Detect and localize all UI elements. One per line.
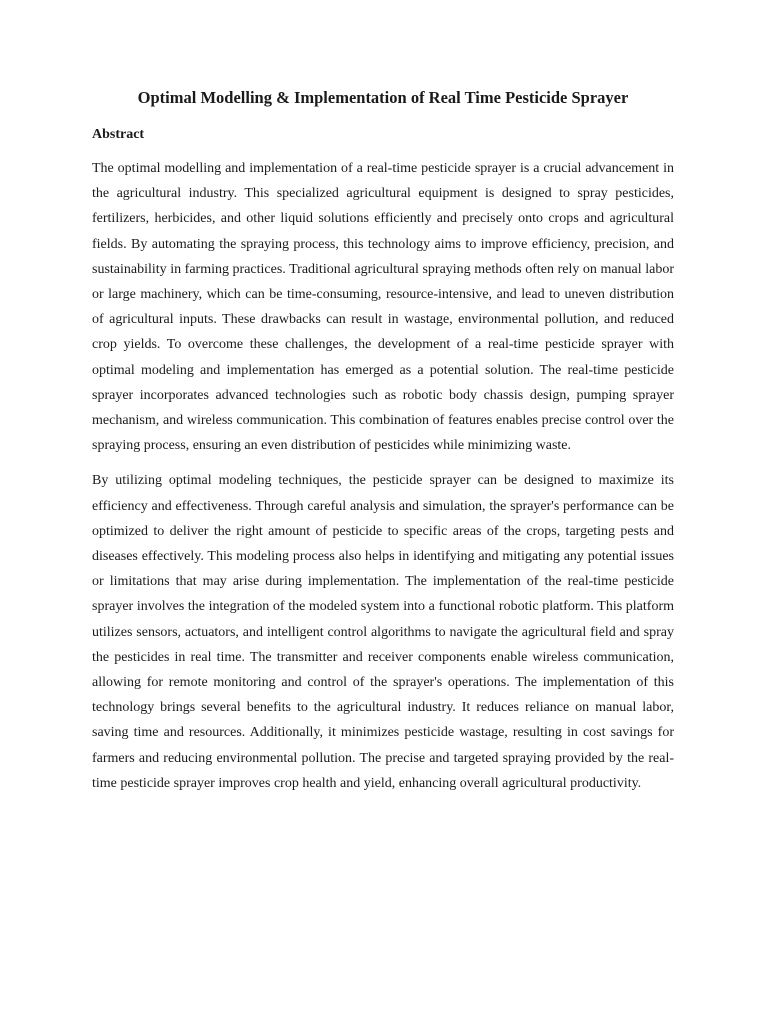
abstract-heading: Abstract <box>92 127 145 142</box>
document-title: Optimal Modelling & Implementation of Real Time Pesticide Sprayer <box>137 88 629 107</box>
abstract-paragraph-1: The optimal modelling and implementation of a real-time pesticide sprayer is a crucial advancement in the agricultural industry. This specialized agricultural equipment is designed to spray pesticides, fertilizers, herbicides, and other liquid solutions efficiently and precisely onto crops and agricultural fields. By automating the spraying process, this technology aims to improve efficiency, precision, and sustainability in farming practices. Traditional agricultural spraying methods often rely on manual labor or large machinery, which can be time-consuming, resource-intensive, and lead to uneven distribution of agricultural inputs. These drawbacks can result in wastage, environmental pollution, and reduced crop yields. To overcome these challenges, the development of a real-time pesticide sprayer with optimal modeling and implementation has emerged as a potential solution. The real-time pesticide sprayer incorporates advanced technologies such as robotic body chassis design, pumping sprayer mechanism, and wireless communication. This combination of features enables precise control over the spraying process, ensuring an even distribution of pesticides while minimizing waste. <box>92 161 674 454</box>
abstract-paragraph-2: By utilizing optimal modeling techniques, the pesticide sprayer can be designed to maximize its efficiency and effectiveness. Through careful analysis and simulation, the sprayer's performance can be optimized to deliver the right amount of pesticide to specific areas of the crops, targeting pests and diseases effectively. This modeling process also helps in identifying and mitigating any potential issues or limitations that may arise during implementation. The implementation of the real-time pesticide sprayer involves the integration of the modeled system into a functional robotic platform. This platform utilizes sensors, actuators, and intelligent control algorithms to navigate the agricultural field and spray the pesticides in real time. The transmitter and receiver components enable wireless communication, allowing for remote monitoring and control of the sprayer's operations. The implementation of this technology brings several benefits to the agricultural industry. It reduces reliance on manual labor, saving time and resources. Additionally, it minimizes pesticide wastage, resulting in cost savings for farmers and reducing environmental pollution. The precise and targeted spraying provided by the real-time pesticide sprayer improves crop health and yield, enhancing overall agricultural productivity. <box>92 473 674 791</box>
document-page <box>92 86 674 796</box>
